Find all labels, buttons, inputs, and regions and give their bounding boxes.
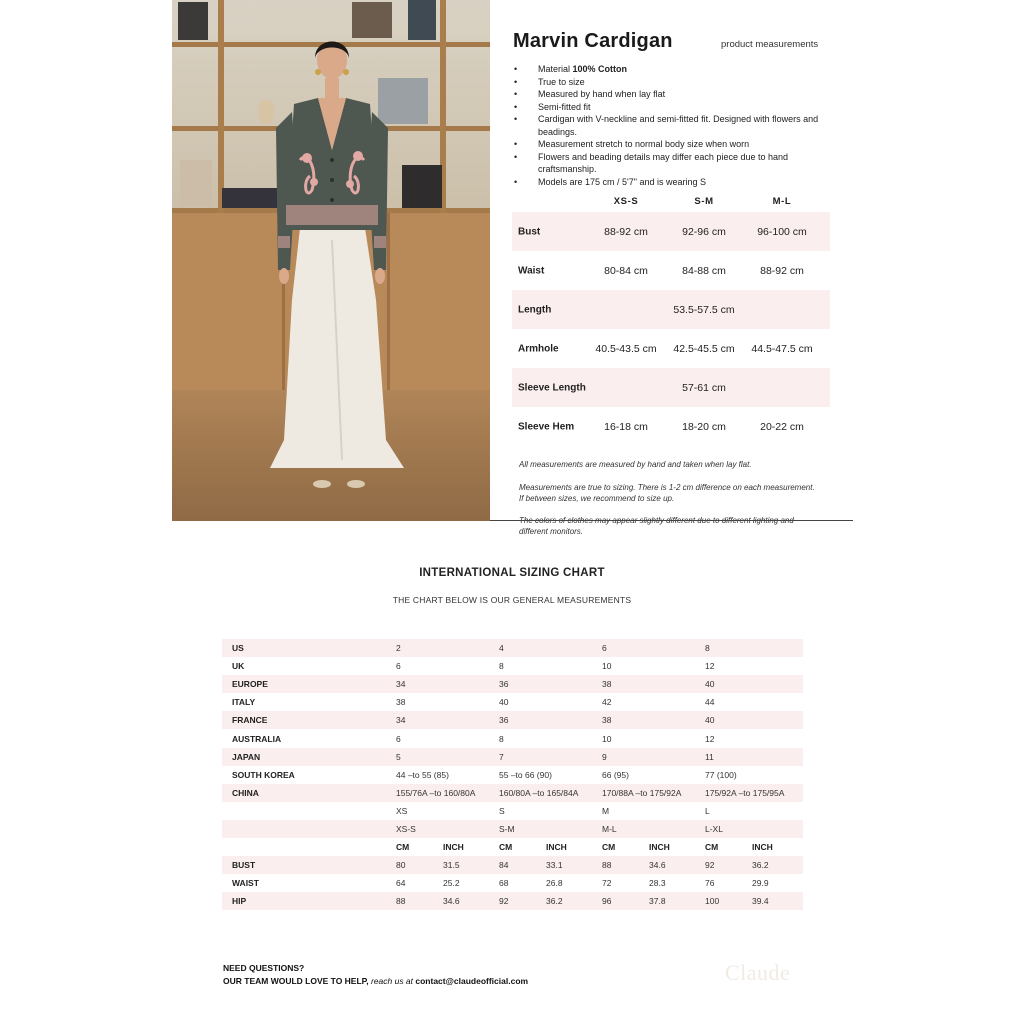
intl-cell-cm: CM — [602, 842, 616, 853]
size-value: 20-22 cm — [760, 420, 804, 433]
intl-row-label: AUSTRALIA — [232, 733, 282, 744]
intl-cell: 42 — [602, 697, 612, 708]
intl-row-label: JAPAN — [232, 751, 261, 762]
size-row — [512, 290, 830, 329]
intl-row — [222, 639, 803, 657]
size-value: 88-92 cm — [604, 225, 648, 238]
size-value: 80-84 cm — [604, 264, 648, 277]
intl-cell-inch: 39.4 — [752, 896, 769, 907]
size-value: 44.5-47.5 cm — [751, 342, 813, 355]
intl-row-label: FRANCE — [232, 715, 268, 726]
intl-cell: 2 — [396, 643, 401, 654]
size-value: 53.5-57.5 cm — [673, 303, 735, 316]
intl-row-label: EUROPE — [232, 679, 268, 690]
intl-cell-cm: 64 — [396, 878, 406, 889]
size-value: 40.5-43.5 cm — [595, 342, 657, 355]
intl-row-label: SOUTH KOREA — [232, 769, 295, 780]
intl-cell: L-XL — [705, 823, 723, 834]
footer-contact — [223, 962, 528, 987]
intl-cell: 38 — [396, 697, 406, 708]
model-figure — [172, 0, 490, 521]
divider — [490, 520, 853, 521]
intl-chart-title: INTERNATIONAL SIZING CHART — [419, 567, 605, 579]
intl-sizing-table — [222, 639, 803, 910]
intl-cell-cm: 88 — [602, 860, 612, 871]
size-row — [512, 212, 830, 251]
intl-cell: 36 — [499, 715, 509, 726]
intl-row — [222, 657, 803, 675]
intl-cell-cm: CM — [396, 842, 410, 853]
intl-row — [222, 838, 803, 856]
intl-row — [222, 820, 803, 838]
intl-cell-inch: 37.8 — [649, 896, 666, 907]
intl-cell-inch: 36.2 — [752, 860, 769, 871]
product-photo — [172, 0, 490, 521]
detail-item: • Models are 175 cm / 5'7" and is wearing S — [514, 176, 844, 189]
detail-item: • True to size — [514, 76, 844, 89]
intl-cell-cm: CM — [499, 842, 513, 853]
size-column-header: XS-S — [613, 196, 639, 207]
size-row — [512, 368, 830, 407]
intl-cell: 38 — [602, 679, 612, 690]
sizing-note: Measurements are true to sizing. There is 1-2 cm difference on each measurement. If between sizes, we recommend to size up. — [519, 483, 815, 503]
detail-item: • Material 100% Cotton — [514, 63, 844, 76]
intl-row — [222, 748, 803, 766]
product-details-list — [514, 63, 844, 188]
intl-cell-inch: 34.6 — [649, 860, 666, 871]
detail-item: • Semi-fitted fit — [514, 101, 844, 114]
product-subtitle: product measurements — [721, 39, 819, 50]
size-row — [512, 251, 830, 290]
intl-cell-cm: 92 — [499, 896, 509, 907]
intl-cell-inch: INCH — [649, 842, 670, 853]
intl-cell: M — [602, 805, 610, 816]
intl-cell-inch: 25.2 — [443, 878, 460, 889]
footer-help-line — [223, 975, 528, 988]
intl-cell: 175/92A –to 175/95A — [705, 787, 785, 798]
intl-cell: 7 — [499, 751, 504, 762]
size-value: 88-92 cm — [760, 264, 804, 277]
intl-cell: S-M — [499, 823, 515, 834]
size-value: 92-96 cm — [682, 225, 726, 238]
intl-cell: 36 — [499, 679, 509, 690]
intl-cell: 9 — [602, 751, 607, 762]
intl-cell: 8 — [499, 661, 504, 672]
intl-cell-cm: CM — [705, 842, 719, 853]
intl-row-label: BUST — [232, 860, 256, 871]
size-value: 57-61 cm — [682, 381, 726, 394]
intl-row — [222, 856, 803, 874]
detail-item: • Measurement stretch to normal body size when worn — [514, 138, 844, 151]
detail-emphasis: 100% Cotton — [572, 64, 628, 74]
intl-row-label: WAIST — [232, 878, 259, 889]
intl-cell: 12 — [705, 733, 715, 744]
intl-row — [222, 766, 803, 784]
intl-cell: 8 — [499, 733, 504, 744]
intl-cell-cm: 72 — [602, 878, 612, 889]
size-row-label: Length — [518, 304, 552, 315]
size-row — [512, 407, 830, 446]
intl-cell-cm: 92 — [705, 860, 715, 871]
intl-row-label: UK — [232, 661, 245, 672]
size-row — [512, 329, 830, 368]
intl-cell: 40 — [705, 715, 715, 726]
intl-cell-inch: 36.2 — [546, 896, 563, 907]
contact-email-link[interactable]: contact@claudeofficial.com — [415, 975, 529, 986]
product-size-table — [512, 212, 830, 446]
intl-cell-cm: 84 — [499, 860, 509, 871]
intl-chart-subtitle: THE CHART BELOW IS OUR GENERAL MEASUREMENTS — [392, 595, 632, 605]
intl-cell-cm: 88 — [396, 896, 406, 907]
size-row-label: Bust — [518, 226, 541, 237]
intl-cell: L — [705, 805, 710, 816]
intl-cell: 11 — [705, 751, 714, 762]
size-row-label: Waist — [518, 265, 545, 276]
intl-cell: 40 — [499, 697, 509, 708]
intl-cell: 5 — [396, 751, 401, 762]
intl-row — [222, 784, 803, 802]
intl-row — [222, 729, 803, 747]
intl-cell-inch: INCH — [443, 842, 464, 853]
intl-cell-inch: 29.9 — [752, 878, 769, 889]
intl-cell: 6 — [396, 661, 401, 672]
intl-row — [222, 675, 803, 693]
footer-question: NEED QUESTIONS? — [223, 963, 305, 973]
brand-watermark: Claude — [725, 960, 791, 985]
intl-cell: 12 — [705, 661, 715, 672]
intl-cell: 55 –to 66 (90) — [499, 769, 552, 780]
intl-cell: 160/80A –to 165/84A — [499, 787, 579, 798]
measurement-note: All measurements are measured by hand and taken when lay flat. — [519, 460, 752, 469]
intl-cell-inch: 28.3 — [649, 878, 666, 889]
intl-row-label: CHINA — [232, 787, 259, 798]
intl-cell: 44 — [705, 697, 715, 708]
intl-cell-inch: INCH — [752, 842, 773, 853]
intl-cell: XS-S — [396, 823, 416, 834]
detail-item: • Flowers and beading details may differ each piece due to hand craftsmanship. — [514, 151, 844, 176]
intl-cell: 155/76A –to 160/80A — [396, 787, 476, 798]
intl-cell-cm: 76 — [705, 878, 715, 889]
size-row-label: Sleeve Hem — [518, 421, 575, 432]
intl-cell: 38 — [602, 715, 612, 726]
size-value: 16-18 cm — [604, 420, 648, 433]
intl-cell: 77 (100) — [705, 769, 737, 780]
intl-cell: 34 — [396, 679, 406, 690]
detail-item: • Cardigan with V-neckline and semi-fitted fit. Designed with flowers and beadings. — [514, 113, 844, 138]
intl-cell: 44 –to 55 (85) — [396, 769, 449, 780]
intl-cell-inch: 33.1 — [546, 860, 563, 871]
size-column-header: M-L — [772, 196, 792, 207]
intl-row — [222, 693, 803, 711]
size-row-label: Armhole — [518, 343, 559, 354]
size-value: 42.5-45.5 cm — [673, 342, 735, 355]
size-table-header — [512, 196, 830, 210]
intl-cell: 170/88A –to 175/92A — [602, 787, 682, 798]
footer-help-italic: reach us at — [368, 975, 416, 986]
detail-item: • Measured by hand when lay flat — [514, 88, 844, 101]
intl-cell-inch: 26.8 — [546, 878, 563, 889]
intl-cell-inch: INCH — [546, 842, 567, 853]
intl-cell-cm: 68 — [499, 878, 509, 889]
intl-cell-inch: 34.6 — [443, 896, 460, 907]
product-title: Marvin Cardigan — [513, 30, 673, 52]
intl-cell: 10 — [602, 733, 612, 744]
intl-cell-cm: 80 — [396, 860, 406, 871]
size-value: 18-20 cm — [682, 420, 726, 433]
intl-cell: XS — [396, 805, 408, 816]
intl-row — [222, 802, 803, 820]
intl-row-label: HIP — [232, 896, 247, 907]
intl-row-label: ITALY — [232, 697, 256, 708]
intl-cell: 34 — [396, 715, 406, 726]
size-value: 84-88 cm — [682, 264, 726, 277]
intl-cell: 6 — [396, 733, 401, 744]
intl-cell: 10 — [602, 661, 612, 672]
intl-cell: 8 — [705, 643, 710, 654]
footer-help-bold: OUR TEAM WOULD LOVE TO HELP, — [223, 975, 369, 986]
intl-cell: 66 (95) — [602, 769, 629, 780]
size-column-header: S-M — [694, 196, 714, 207]
size-value: 96-100 cm — [757, 225, 807, 238]
size-row-label: Sleeve Length — [518, 382, 586, 393]
intl-cell: M-L — [602, 823, 617, 834]
intl-row-label: US — [232, 643, 244, 654]
intl-cell-cm: 100 — [705, 896, 720, 907]
intl-cell-cm: 96 — [602, 896, 612, 907]
intl-row — [222, 711, 803, 729]
color-note: different monitors. — [519, 526, 584, 536]
intl-row — [222, 892, 803, 910]
intl-row — [222, 874, 803, 892]
intl-cell-inch: 31.5 — [443, 860, 460, 871]
intl-cell: 4 — [499, 643, 504, 654]
intl-cell: S — [499, 805, 505, 816]
intl-cell: 40 — [705, 679, 715, 690]
intl-cell: 6 — [602, 643, 607, 654]
